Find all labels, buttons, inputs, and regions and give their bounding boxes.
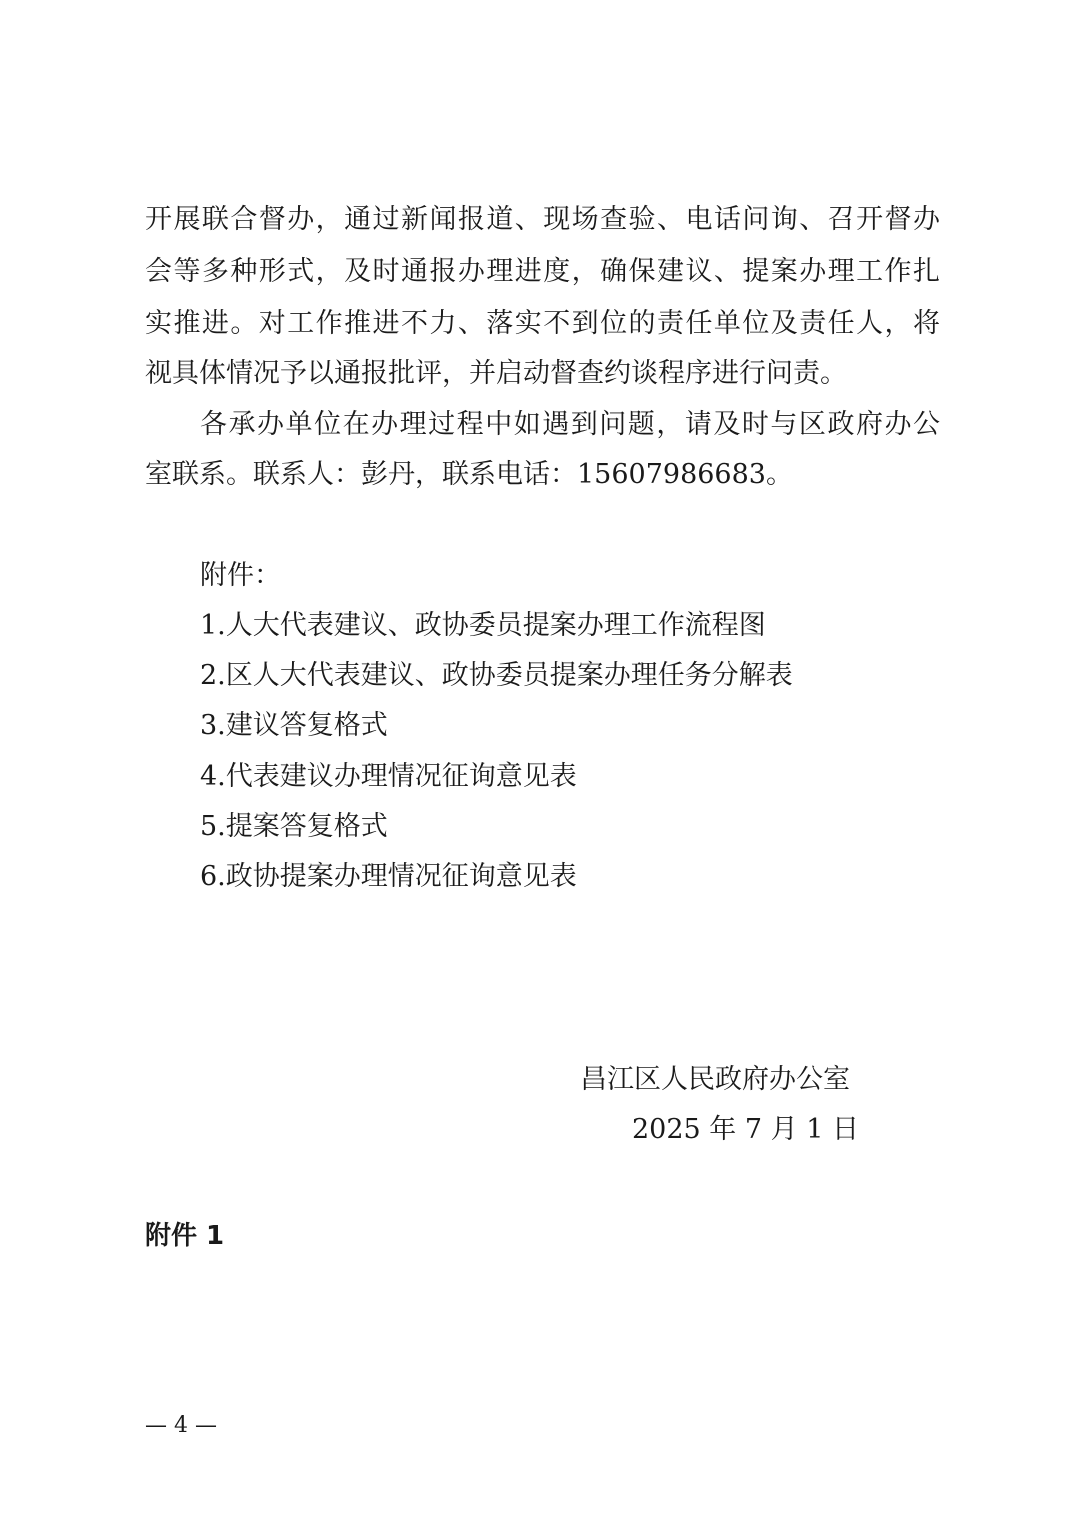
body-line: 视具体情况予以通报批评，并启动督查约谈程序进行问责。	[145, 358, 847, 389]
attachment-item: 6.政协提案办理情况征询意见表	[200, 861, 577, 892]
attachment-item: 4.代表建议办理情况征询意见表	[200, 761, 577, 792]
attachment-item: 5.提案答复格式	[200, 811, 388, 842]
attachment-item: 3.建议答复格式	[200, 710, 388, 741]
body-line: 室联系。联系人：彭丹，联系电话：15607986683。	[145, 459, 793, 490]
body-line: 实推进。对工作推进不力、落实不到位的责任单位及责任人，将	[145, 308, 940, 339]
attachment-1-heading: 附件 1	[145, 1221, 225, 1251]
page-number: — 4 —	[145, 1413, 217, 1438]
issue-date: 2025 年 7 月 1 日	[632, 1114, 859, 1145]
issuer-name: 昌江区人民政府办公室	[580, 1064, 850, 1095]
body-line: 开展联合督办，通过新闻报道、现场查验、电话问询、召开督办	[145, 204, 940, 235]
attachment-item: 2.区人大代表建议、政协委员提案办理任务分解表	[200, 660, 793, 691]
attachment-item: 1.人大代表建议、政协委员提案办理工作流程图	[200, 610, 766, 641]
body-line: 会等多种形式，及时通报办理进度，确保建议、提案办理工作扎	[145, 256, 940, 287]
body-line: 各承办单位在办理过程中如遇到问题，请及时与区政府办公	[200, 409, 940, 440]
attachments-label: 附件：	[200, 560, 281, 591]
